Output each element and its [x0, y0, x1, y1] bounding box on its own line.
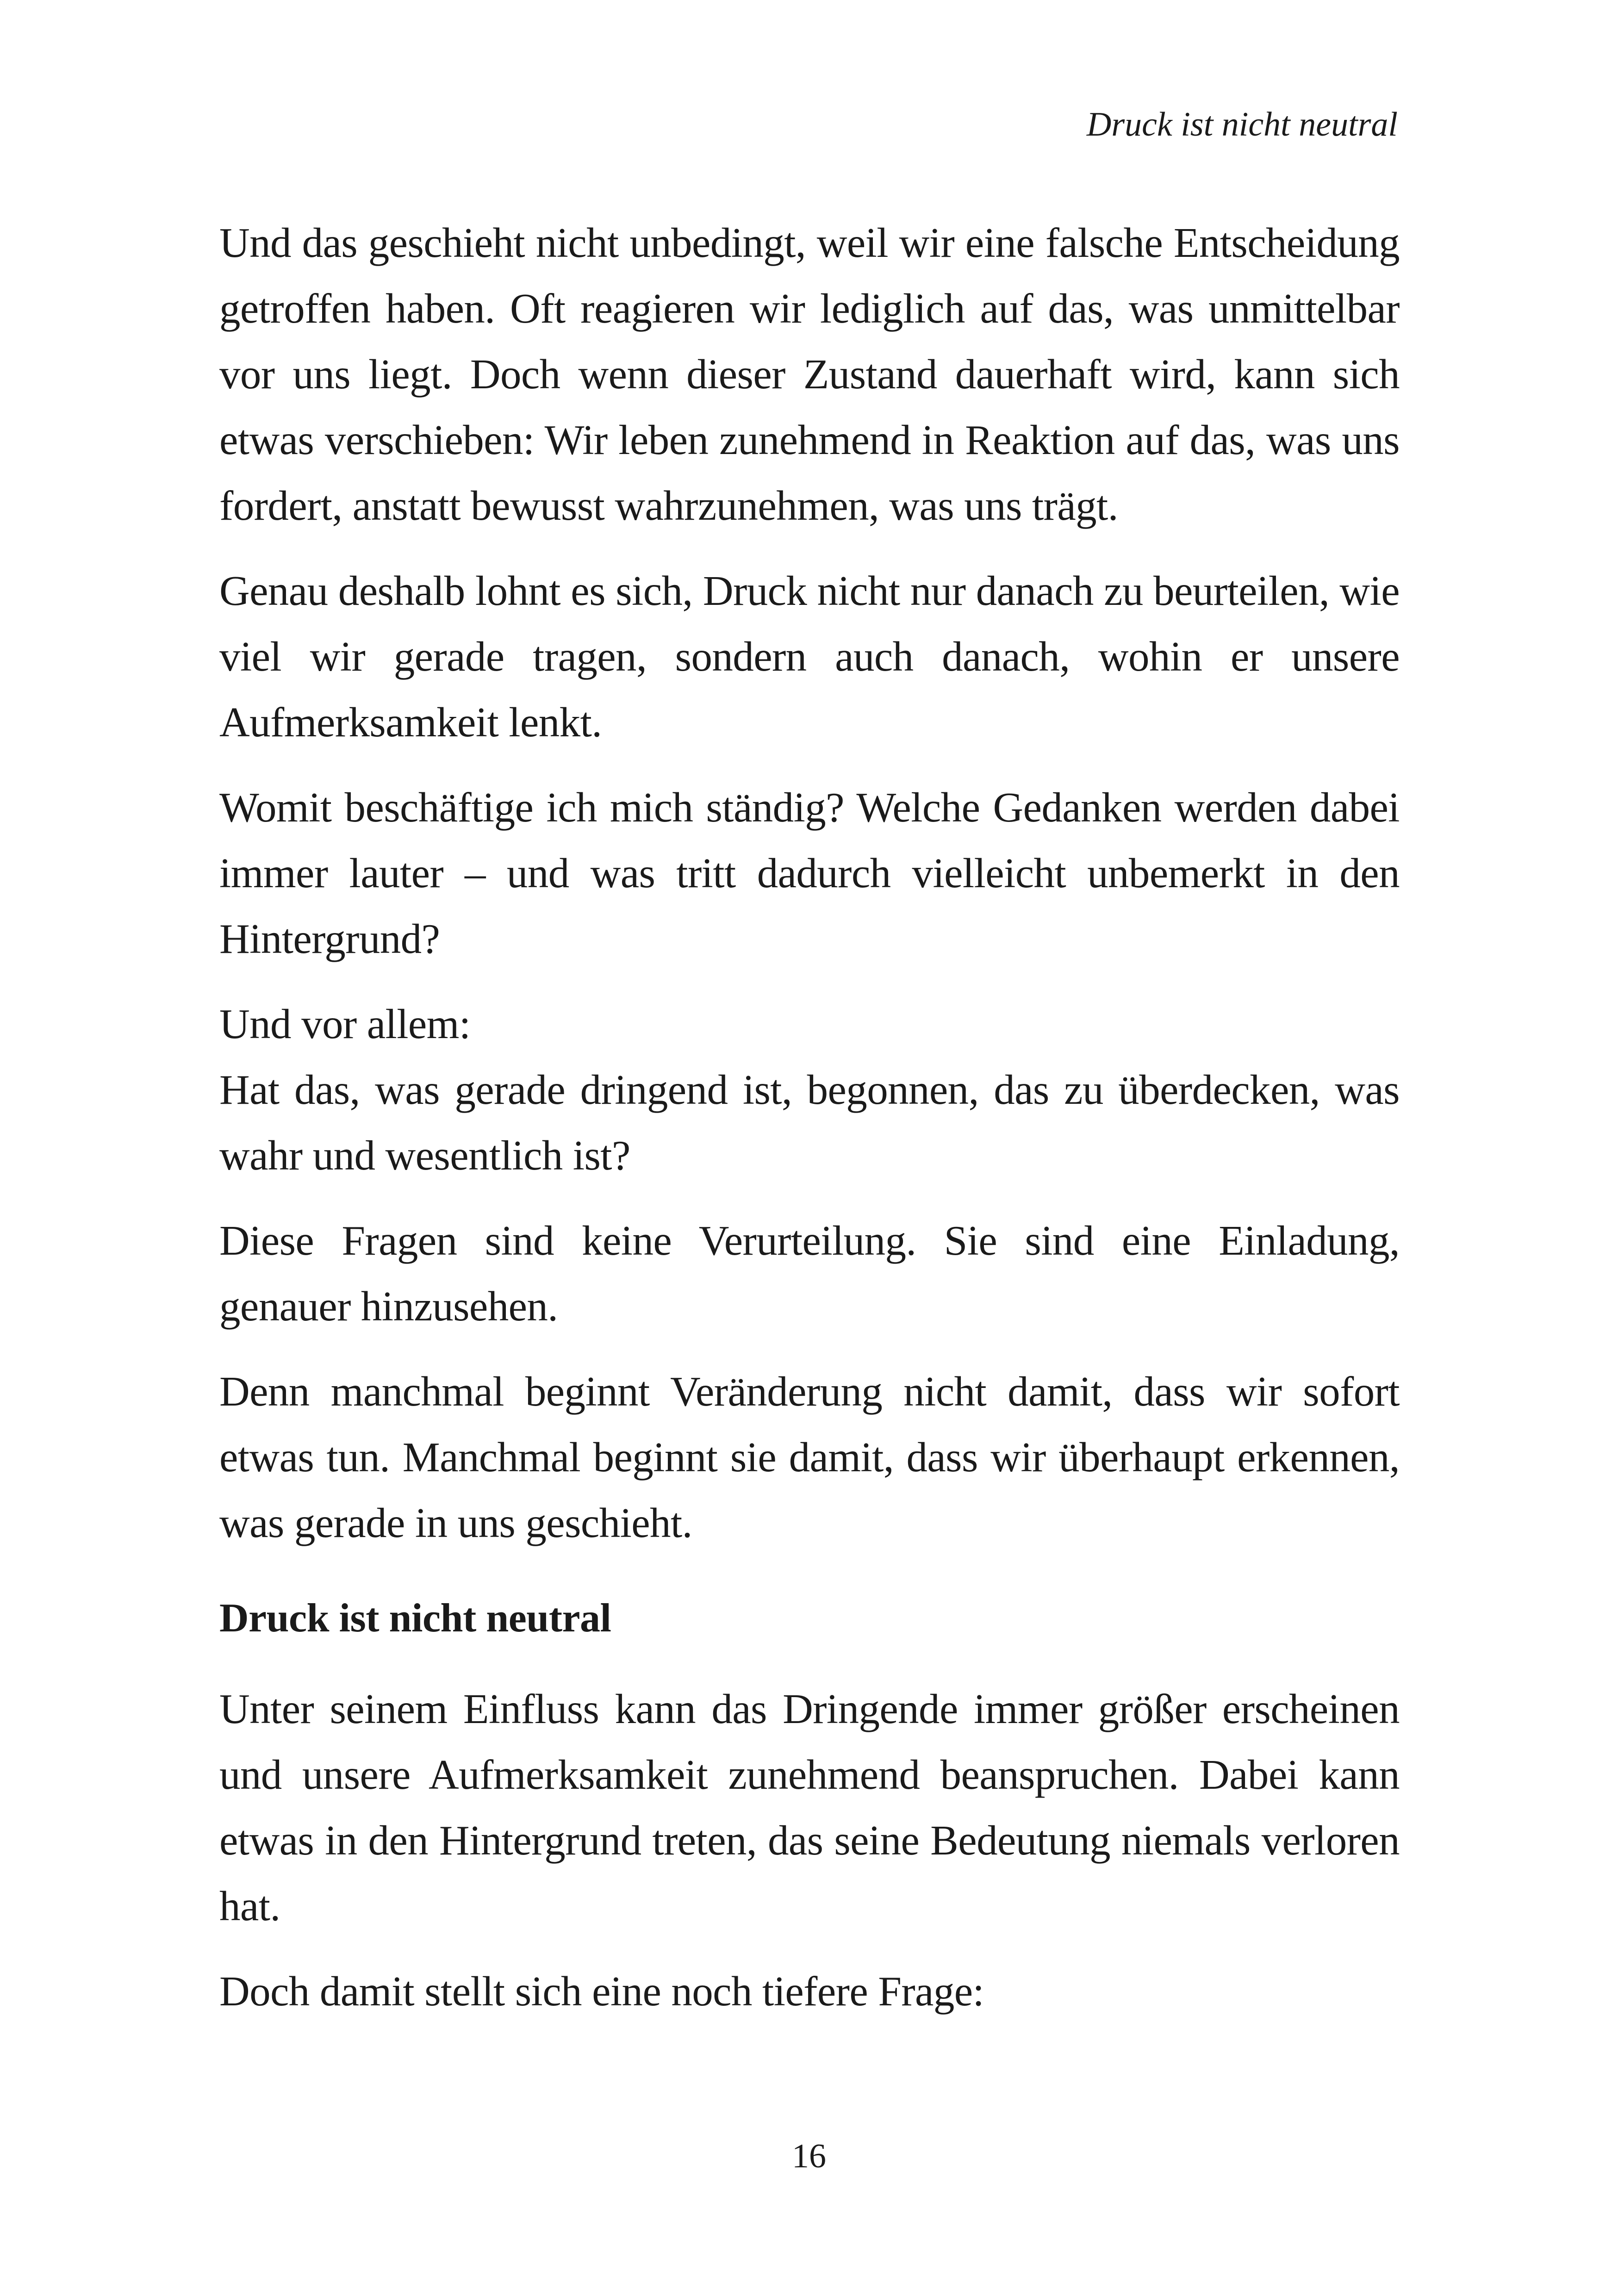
- paragraph: Womit beschäftige ich mich ständig? Welche Gedanken werden dabei immer lauter – und was tritt dadurch vielleicht unbemerkt in den Hintergrund?: [219, 784, 1400, 962]
- paragraph: Hat das, was gerade dringend ist, begonnen, das zu überdecken, was wahr und wesentlich ist?: [219, 1066, 1400, 1179]
- paragraph: Diese Fragen sind keine Verurteilung. Sie sind eine Einladung, genauer hinzusehen.: [219, 1217, 1400, 1330]
- running-header: Druck ist nicht neutral: [1086, 106, 1398, 143]
- body-text: [219, 210, 1400, 2044]
- page-number: 16: [792, 2137, 826, 2175]
- paragraph: Und das geschieht nicht unbedingt, weil wir eine falsche Entscheidung getroffen haben. Oft reagieren wir lediglich auf das, was unmittelbar vor uns liegt. Doch wenn dieser Zustand dauerhaft wird, kann sich etwas verschieben: Wir leben zunehmend in Reaktion auf das, was uns fordert, anstatt bewusst wahrzunehmen, was uns trägt.: [219, 219, 1400, 529]
- paragraph: Doch damit stellt sich eine noch tiefere Frage:: [219, 1968, 984, 2015]
- section-heading: Druck ist nicht neutral: [219, 1596, 611, 1641]
- paragraph: Denn manchmal beginnt Veränderung nicht damit, dass wir sofort etwas tun. Manchmal beginnt sie damit, dass wir überhaupt erkennen, was gerade in uns geschieht.: [219, 1368, 1400, 1546]
- paragraph: Genau deshalb lohnt es sich, Druck nicht nur danach zu beurteilen, wie viel wir gerade tragen, sondern auch danach, wohin er unsere Aufmerksamkeit lenkt.: [219, 567, 1400, 746]
- paragraph: Und vor allem:: [219, 1001, 471, 1047]
- paragraph: Unter seinem Einfluss kann das Dringende immer größer erscheinen und unsere Aufmerksamkeit zunehmend beanspruchen. Dabei kann etwas in den Hintergrund treten, das seine Bedeutung niemals verloren hat.: [219, 1686, 1400, 1929]
